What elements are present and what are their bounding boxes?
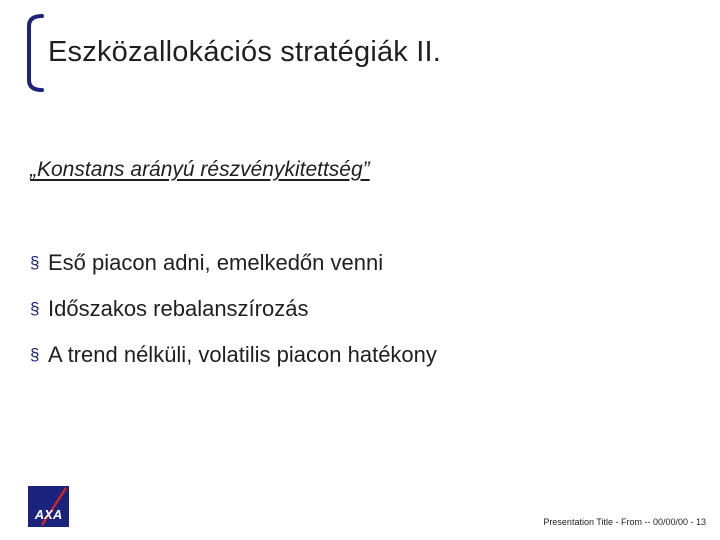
bullet-item bbox=[30, 250, 437, 296]
slide-subtitle: „Konstans arányú részvénykitettség” bbox=[30, 158, 370, 181]
bullet-text: Időszakos rebalanszírozás bbox=[48, 296, 309, 321]
bullet-text: A trend nélküli, volatilis piacon hatékony bbox=[48, 342, 437, 367]
bullet-marker: § bbox=[30, 345, 40, 364]
axa-logo bbox=[28, 486, 69, 527]
bullet-marker: § bbox=[30, 299, 40, 318]
bullet-list bbox=[30, 250, 437, 388]
slide-title: Eszközallokációs stratégiák II. bbox=[48, 36, 442, 68]
title-bracket-decoration bbox=[24, 14, 44, 92]
bullet-text: Eső piacon adni, emelkedőn venni bbox=[48, 250, 384, 275]
axa-logo-text: AXA bbox=[34, 507, 63, 522]
bullet-item bbox=[30, 342, 437, 388]
bullet-item bbox=[30, 296, 437, 342]
bullet-marker: § bbox=[30, 253, 40, 272]
slide-footer: Presentation Title - From -- 00/00/00 - 13 bbox=[543, 517, 706, 527]
